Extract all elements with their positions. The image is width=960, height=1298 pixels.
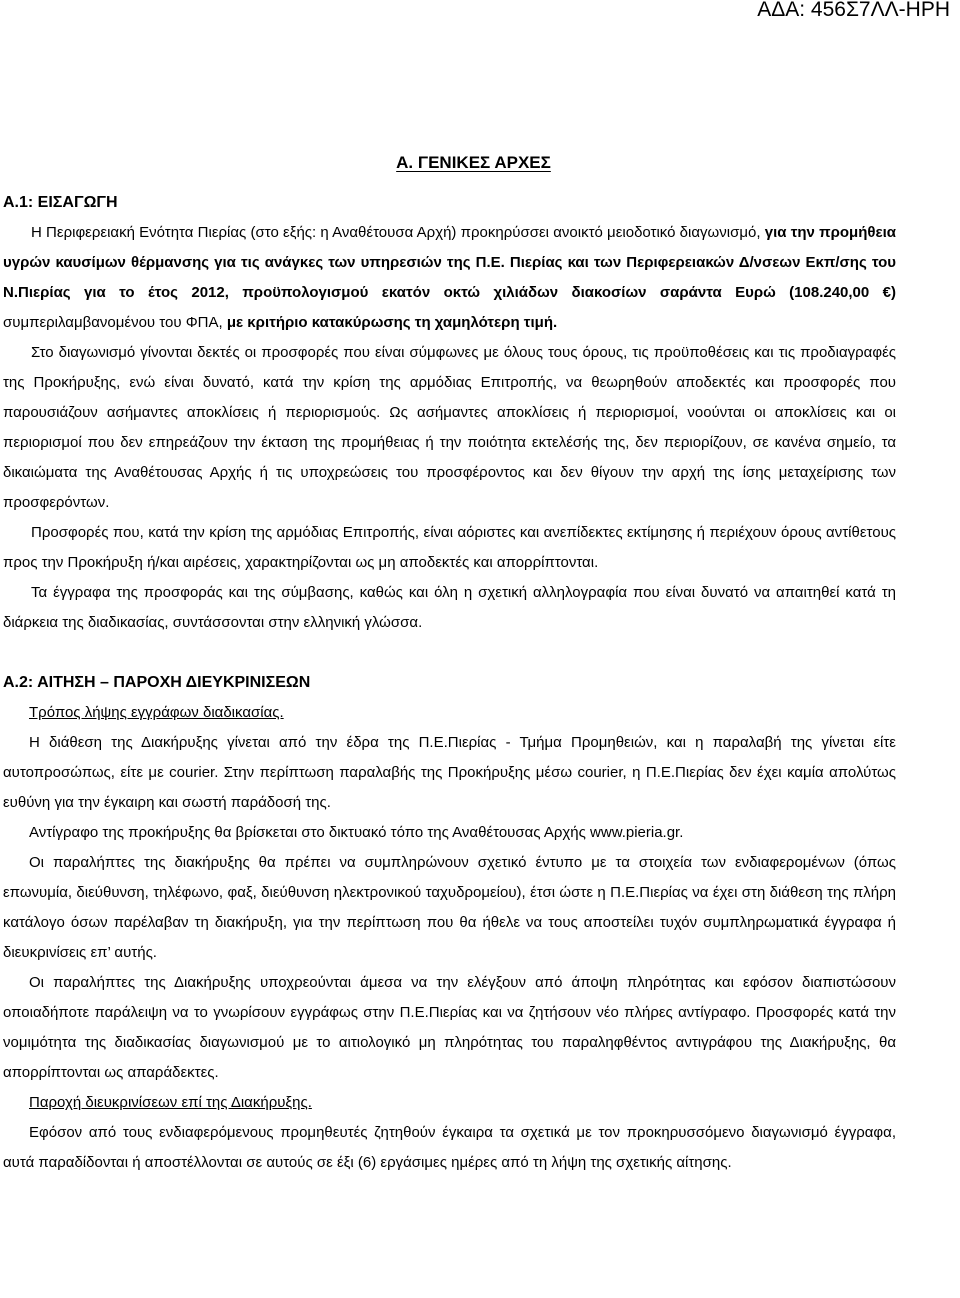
heading-a2: Α.2: ΑΙΤΗΣΗ – ΠΑΡΟΧΗ ΔΙΕΥΚΡΙΝΙΣΕΩΝ [3, 674, 311, 691]
paragraph-distribution: Η διάθεση της Διακήρυξης γίνεται από την έδρα της Π.Ε.Πιερίας - Τμήμα Προμηθειών, και η παραλαβή της γίνεται είτε αυτοπροσώπως, είτε με courier. Στην περίπτωση παραλαβής της Προκήρυξης μέσω courier, η Π.Ε.Πιερίας δεν έχει καμία απολύτως ευθύνη για την έγκαιρη και σωστή παράδοσή της. [3, 734, 896, 811]
intro-text-1: Η Περιφερειακή Ενότητα Πιερίας (στο εξής: η Αναθέτουσα Αρχή) προκηρύσσει ανοικτό μειοδοτικό διαγωνισμό, [31, 224, 765, 241]
intro-bold-1: για την προμήθεια υγρών καυσίμων θέρμανσης για τις ανάγκες των υπηρεσιών της Π.Ε. Πιερίας και των Περιφερειακών Δ/νσεων Εκπ/σης του Ν.Πιερίας για το έτος 2012, προϋπολογισμού εκατόν οκτώ χιλιάδων διακοσίων σαράντα Ευρώ (108.240,00 €) [3, 224, 897, 301]
ada-code: ΑΔΑ: 456Σ7ΛΛ-ΗΡΗ [757, 0, 950, 21]
document-body [3, 148, 896, 1178]
paragraph-intro [3, 218, 896, 338]
paragraph-completeness: Οι παραλήπτες της Διακήρυξης υποχρεούνται άμεσα να την ελέγξουν από άποψη πληρότητας και εφόσον διαπιστώσουν οποιαδήποτε παράλειψη να το γνωρίσουν εγγράφως στην Π.Ε.Πιερίας και να ζητήσουν νέο πλήρες αντίγραφο. Προσφορές κατά την νομιμότητα της διαδικασίας διαγωνισμού με το αιτιολογικό μη πληρότητας του παραληφθέντος αντιγράφου της Διακήρυξης, θα απορρίπτονται ως απαράδεκτες. [3, 974, 896, 1081]
section-title: Α. ΓΕΝΙΚΕΣ ΑΡΧΕΣ [396, 153, 551, 172]
paragraph-acceptance: Στο διαγωνισμό γίνονται δεκτές οι προσφορές που είναι σύμφωνες με όλους τους όρους, τις προϋποθέσεις και τις προδιαγραφές της Προκήρυξης, ενώ είναι δυνατό, κατά την κρίση της αρμόδιας Επιτροπής, να θεωρηθούν αποδεκτές και προσφορές που παρουσιάζουν ασήμαντες αποκλίσεις ή περιορισμούς. Ως ασήμαντες αποκλίσεις ή περιορισμοί, νοούνται οι αποκλίσεις και οι περιορισμοί που δεν επηρεάζουν την έκταση της προμήθειας ή την ποιότητα εκτελέσής της, δεν περιορίζουν, σε κανένα σημείο, τα δικαιώματα της Αναθέτουσας Αρχής ή τις υποχρεώσεις του προσφέροντος και δεν θίγουν την αρχή της ίσης μεταχείρισης των προσφερόντων. [3, 344, 896, 511]
paragraph-clarifications: Εφόσον από τους ενδιαφερόμενους προμηθευτές ζητηθούν έγκαιρα τα σχετικά με τον προκηρυσσόμενο διαγωνισμό έγγραφα, αυτά παραδίδονται ή αποστέλλονται σε αυτούς σε έξι (6) εργάσιμες ημέρες από τη λήψη της σχετικής αίτησης. [3, 1124, 896, 1171]
subheading-clarifications: Παροχή διευκρινίσεων επί της Διακήρυξης. [29, 1094, 312, 1111]
paragraph-website: Αντίγραφο της προκήρυξης θα βρίσκεται στο δικτυακό τόπο της Αναθέτουσας Αρχής www.pieria.gr. [29, 824, 684, 841]
heading-a1: Α.1: ΕΙΣΑΓΩΓΗ [3, 194, 118, 211]
paragraph-language: Τα έγγραφα της προσφοράς και της σύμβασης, καθώς και όλη η σχετική αλληλογραφία που είναι δυνατό να απαιτηθεί κατά τη διάρκεια της διαδικασίας, συντάσσονται στην ελληνική γλώσσα. [3, 584, 896, 631]
intro-text-2: συμπεριλαμβανομένου του ΦΠΑ, [3, 314, 227, 331]
intro-bold-2: με κριτήριο κατακύρωσης τη χαμηλότερη τιμή. [226, 314, 558, 331]
paragraph-recipients: Οι παραλήπτες της διακήρυξης θα πρέπει να συμπληρώνουν σχετικό έντυπο με τα στοιχεία των ενδιαφερομένων (όπως επωνυμία, διεύθυνση, τηλέφωνο, φαξ, διεύθυνση ηλεκτρονικού ταχυδρομείου), έτσι ώστε η Π.Ε.Πιερίας να έχει στη διάθεση της πλήρη κατάλογο όσων παρέλαβαν τη διακήρυξη, για την περίπτωση που θα ήθελε να τους αποστείλει τυχόν συμπληρωματικά έγγραφα ή διευκρινίσεις επ’ αυτής. [3, 854, 896, 961]
paragraph-rejection: Προσφορές που, κατά την κρίση της αρμόδιας Επιτροπής, είναι αόριστες και ανεπίδεκτες εκτίμησης ή περιέχουν όρους αντίθετους προς την Προκήρυξη ή/και αιρέσεις, χαρακτηρίζονται ως μη αποδεκτές και απορρίπτονται. [3, 524, 896, 571]
subheading-documents: Τρόπος λήψης εγγράφων διαδικασίας. [29, 704, 284, 721]
